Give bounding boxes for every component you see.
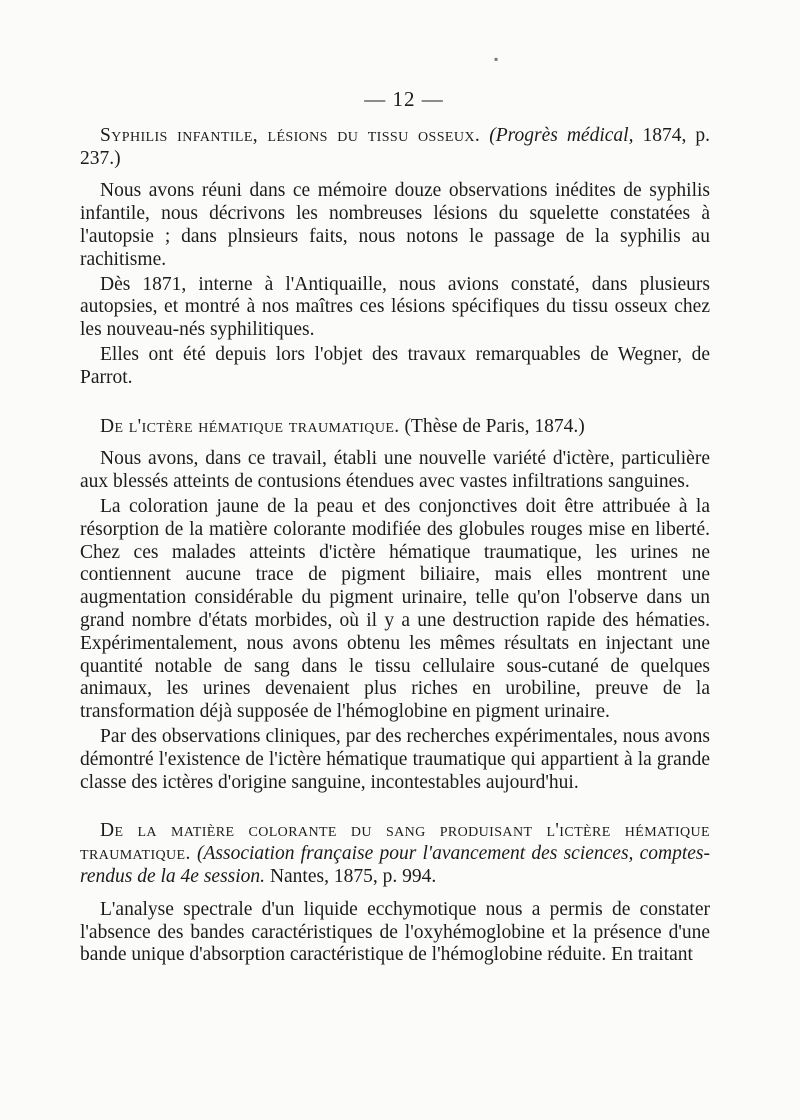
paragraph: L'analyse spectrale d'un liquide ecchymotique nous a permis de constater l'absence des bandes caractéristiques de l'oxyhémoglobine et la présence d'une bande unique d'absorption caractéristique de l'hémoglobine réduite. En traitant [80,898,710,966]
paragraph: Nous avons réuni dans ce mémoire douze observations inédites de syphilis infantile, nous décrivons les nombreuses lésions du squelette constatées à l'autopsie ; dans plnsieurs faits, nous notons le passage de la syphilis au rachitisme. [80,180,710,270]
paragraph: Par des observations cliniques, par des recherches expérimentales, nous avons démontré l'existence de l'ictère hématique traumatique qui appartient à la grande classe des ictères d'origine sanguine, incontestables aujourd'hui. [80,725,710,793]
page-number: — 12 — [364,87,444,111]
section-heading [80,125,710,171]
paragraph: La coloration jaune de la peau et des conjonctives doit être attribuée à la résorption de la matière colorante modifiée des globules rouges mise en liberté. Chez ces malades atteints d'ictère hématique traumatique, les urines ne contiennent aucune trace de pigment biliaire, mais elles montrent une augmentation considérable du pigment urinaire, telle qu'on l'observe dans un grand nombre d'états morbides, où il y a une destruction rapide des hématies. Expérimentalement, nous avons obtenu les mêmes résultats en injectant une quantité notable de sang dans le tissu cellulaire sous-cutané de quelques animaux, les urines devenaient plus riches en urobiline, preuve de la transformation déjà supposée de l'hémoglobine en pigment urinaire. [80,495,710,723]
section-matiere-colorante [80,820,710,967]
heading-citation: Nantes, 1875, p. 994. [269,865,437,887]
section-syphilis [80,125,710,390]
section-ictere-hematique [80,416,710,795]
heading-citation: (Thèse de Paris, 1874.) [404,415,585,437]
heading-source: (Progrès médical, [489,124,634,146]
heading-source: (Association française pour l'avancement des sciences, comptes-rendus de la 4e session. [80,843,710,887]
heading-title: Syphilis infantile, lésions du tissu osseux. [100,124,481,146]
heading-title: De la matière colorante du sang produisant l'ictère hématique traumatique. [80,820,710,865]
print-speck: ▪ [494,52,499,66]
section-heading [80,820,710,888]
section-heading [80,416,710,439]
paragraph: Nous avons, dans ce travail, établi une nouvelle variété d'ictère, particulière aux blessés atteints de contusions étendues avec vastes infiltrations sanguines. [80,448,710,493]
text-column [80,88,710,993]
heading-title: De l'ictère hématique traumatique. [100,415,400,437]
heading-citation: 1874, p. 237.) [80,124,711,169]
paragraph: Elles ont été depuis lors l'objet des travaux remarquables de Wegner, de Parrot. [80,343,710,388]
paragraph: Dès 1871, interne à l'Antiquaille, nous avions constaté, dans plusieurs autopsies, et montré à nos maîtres ces lésions spécifiques du tissu osseux chez les nouveau-nés syphilitiques. [80,273,710,341]
